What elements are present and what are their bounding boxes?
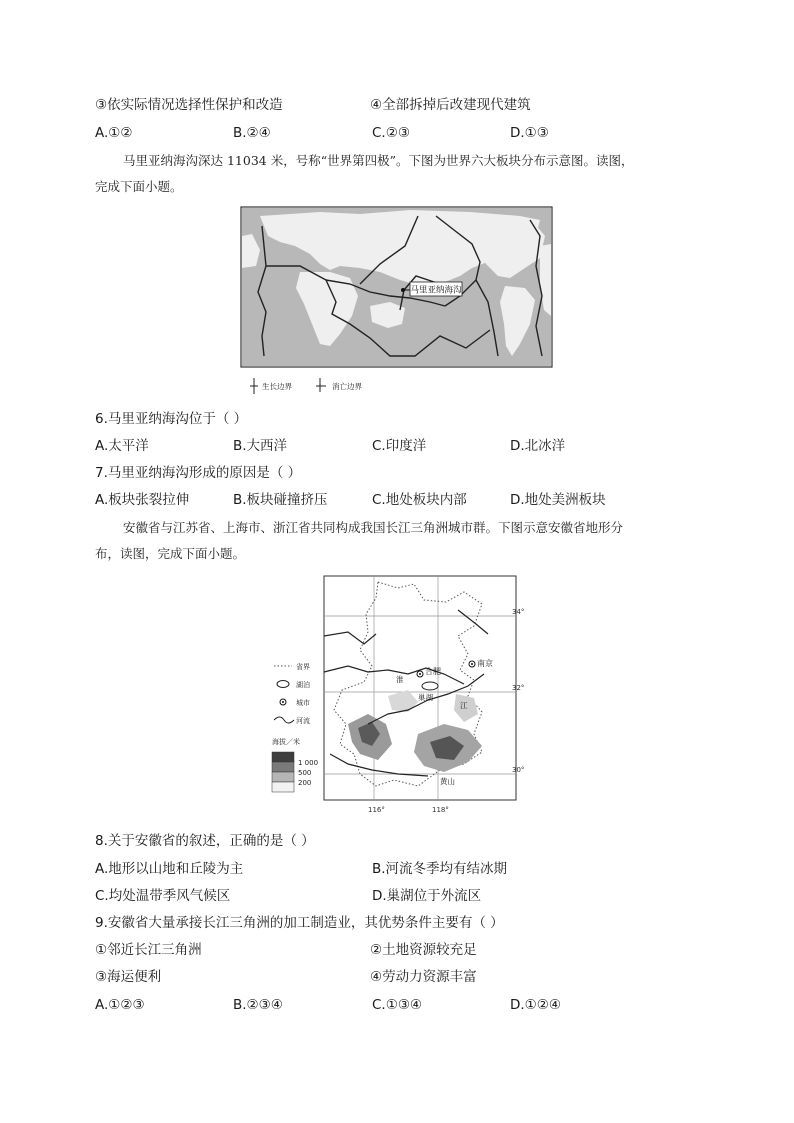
passage-1-line-1: 马里亚纳海沟深达 11034 米，号称“世界第四极”。下图为世界六大板块分布示意图。读图， (123, 153, 634, 168)
elevation-title: 海拔／米 (272, 738, 300, 746)
q9-item-2: ②土地资源较充足 (370, 942, 477, 958)
q7-stem: 7.马里亚纳海沟形成的原因是（ ） (95, 465, 302, 481)
chaohu-lake (422, 682, 438, 690)
q7-option-b: B.板块碰撞挤压 (233, 492, 328, 508)
q9-item-3: ③海运便利 (95, 969, 162, 985)
legend-subduction-boundary: 消亡边界 (332, 382, 362, 391)
q7-option-a: A.板块张裂拉伸 (95, 492, 190, 508)
q9-item-1: ①邻近长江三角洲 (95, 942, 202, 958)
q6-option-d: D.北冰洋 (510, 438, 566, 454)
passage-2-line-1: 安徽省与江苏省、上海市、浙江省共同构成我国长江三角洲城市群。下图示意安徽省地形分 (123, 520, 624, 535)
q5-option-a: A.①② (95, 125, 133, 141)
legend-boundary: 省界 (296, 663, 310, 671)
map2-legend (272, 662, 318, 792)
q7-option-c: C.地处板块内部 (372, 492, 467, 508)
q6-option-a: A.太平洋 (95, 438, 149, 454)
hefei-label: 合肥 (425, 667, 441, 676)
chaohu-label: 巢湖 (418, 693, 433, 702)
q9-option-a: A.①②③ (95, 997, 145, 1013)
q9-item-4: ④劳动力资源丰富 (370, 969, 477, 985)
q7-option-d: D.地处美洲板块 (510, 492, 606, 508)
q6-option-c: C.印度洋 (372, 438, 427, 454)
trench-marker (401, 288, 405, 292)
passage-2-line-2: 布，读图，完成下面小题。 (95, 546, 246, 561)
q8-option-b: B.河流冬季均有结冰期 (372, 861, 508, 877)
legend-growth-boundary: 生长边界 (262, 382, 292, 391)
anhui-terrain-map (268, 574, 524, 828)
legend-river: 河流 (296, 717, 310, 725)
lon-label-118: 118° (432, 806, 449, 814)
nanjing-label: 南京 (477, 659, 493, 668)
q5-option-d: D.①③ (510, 125, 549, 141)
world-plates-map (240, 206, 555, 406)
huai-label: 淮 (396, 675, 404, 684)
lat-label-34: 34° (512, 608, 524, 616)
q9-stem: 9.安徽省大量承接长江三角洲的加工制造业，其优势条件主要有（ ） (95, 915, 504, 931)
elevation-200: 200 (298, 779, 312, 787)
q8-option-d: D.巢湖位于外流区 (372, 888, 482, 904)
q8-option-c: C.均处温带季风气候区 (95, 888, 231, 904)
q9-option-d: D.①②④ (510, 997, 561, 1013)
q5-option-b: B.②④ (233, 125, 271, 141)
q5-option-c: C.②③ (372, 125, 410, 141)
legend-city: 城市 (296, 699, 310, 707)
q9-option-c: C.①③④ (372, 997, 423, 1013)
lon-label-116: 116° (368, 806, 385, 814)
jiang-label: 江 (460, 701, 468, 710)
lat-label-30: 30° (512, 766, 524, 774)
q6-stem: 6.马里亚纳海沟位于（ ） (95, 411, 248, 427)
q5-item-4: ④全部拆掉后改建现代建筑 (370, 97, 531, 113)
lat-label-32: 32° (512, 684, 524, 692)
passage-1-line-2: 完成下面小题。 (95, 179, 183, 194)
q9-option-b: B.②③④ (233, 997, 283, 1013)
elevation-500: 500 (298, 769, 312, 777)
q8-stem: 8.关于安徽省的叙述，正确的是（ ） (95, 833, 315, 849)
huangshan-label: 黄山 (440, 777, 455, 786)
q8-option-a: A.地形以山地和丘陵为主 (95, 861, 244, 877)
q6-option-b: B.大西洋 (233, 438, 288, 454)
map1-legend (250, 378, 362, 394)
elevation-1000: 1 000 (298, 759, 319, 767)
trench-label: 马里亚纳海沟 (410, 285, 462, 296)
legend-lake: 湖泊 (296, 681, 310, 689)
q5-item-3: ③依实际情况选择性保护和改造 (95, 97, 283, 113)
